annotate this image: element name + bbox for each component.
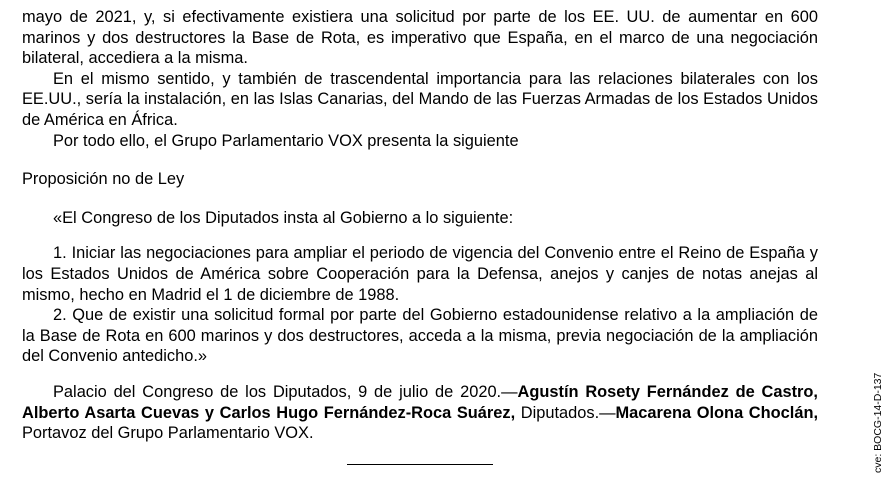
signature-block: [22, 382, 818, 444]
signature-name-spokesperson: Macarena Olona Choclán,: [615, 403, 819, 422]
paragraph-continuation: mayo de 2021, y, si efectivamente existiera una solicitud por parte de los EE. UU. de aumentar en 600 marinos y dos destructores la Base de Rota, es imperativo que España, en el marco de una negociación bilateral, accediera a la misma.: [22, 8, 818, 68]
proposal-intro: «El Congreso de los Diputados insta al Gobierno a lo siguiente:: [53, 208, 514, 227]
closing-divider: [347, 464, 493, 465]
document-body: [22, 0, 818, 444]
signature-names-deputies: Agustín Rosety Fernández de Castro, Alberto Asarta Cuevas y Carlos Hugo Fernández-Roca Suárez,: [22, 382, 818, 422]
paragraph-presenta: Por todo ello, el Grupo Parlamentario VOX presenta la siguiente: [53, 131, 519, 150]
signature-place-date: Palacio del Congreso de los Diputados, 9 de julio de 2020.—: [53, 382, 518, 401]
proposal-item-1: 1. Iniciar las negociaciones para ampliar el periodo de vigencia del Convenio entre el Reino de España y los Estados Unidos de América sobre Cooperación para la Defensa, anejos y canjes de notas anejas al mismo, hecho en Madrid el 1 de diciembre de 1988.: [22, 244, 818, 304]
signature-role-spokesperson: Portavoz del Grupo Parlamentario VOX.: [22, 424, 314, 443]
signature-role-deputies: Diputados.—: [515, 403, 616, 422]
section-heading: Proposición no de Ley: [22, 170, 185, 189]
paragraph-canarias: En el mismo sentido, y también de trascendental importancia para las relaciones bilaterales con los EE.UU., sería la instalación, en las Islas Canarias, del Mando de las Fuerzas Armadas de los Estados Unidos de América en África.: [22, 69, 818, 129]
document-code: cve: BOCG-14-D-137: [872, 372, 884, 473]
proposal-item-2: 2. Que de existir una solicitud formal por parte del Gobierno estadounidense relativo a la ampliación de la Base de Rota en 600 marinos y dos destructores, acceda a la misma, previa negociación de la ampliación del Convenio antedicho.»: [22, 306, 818, 366]
